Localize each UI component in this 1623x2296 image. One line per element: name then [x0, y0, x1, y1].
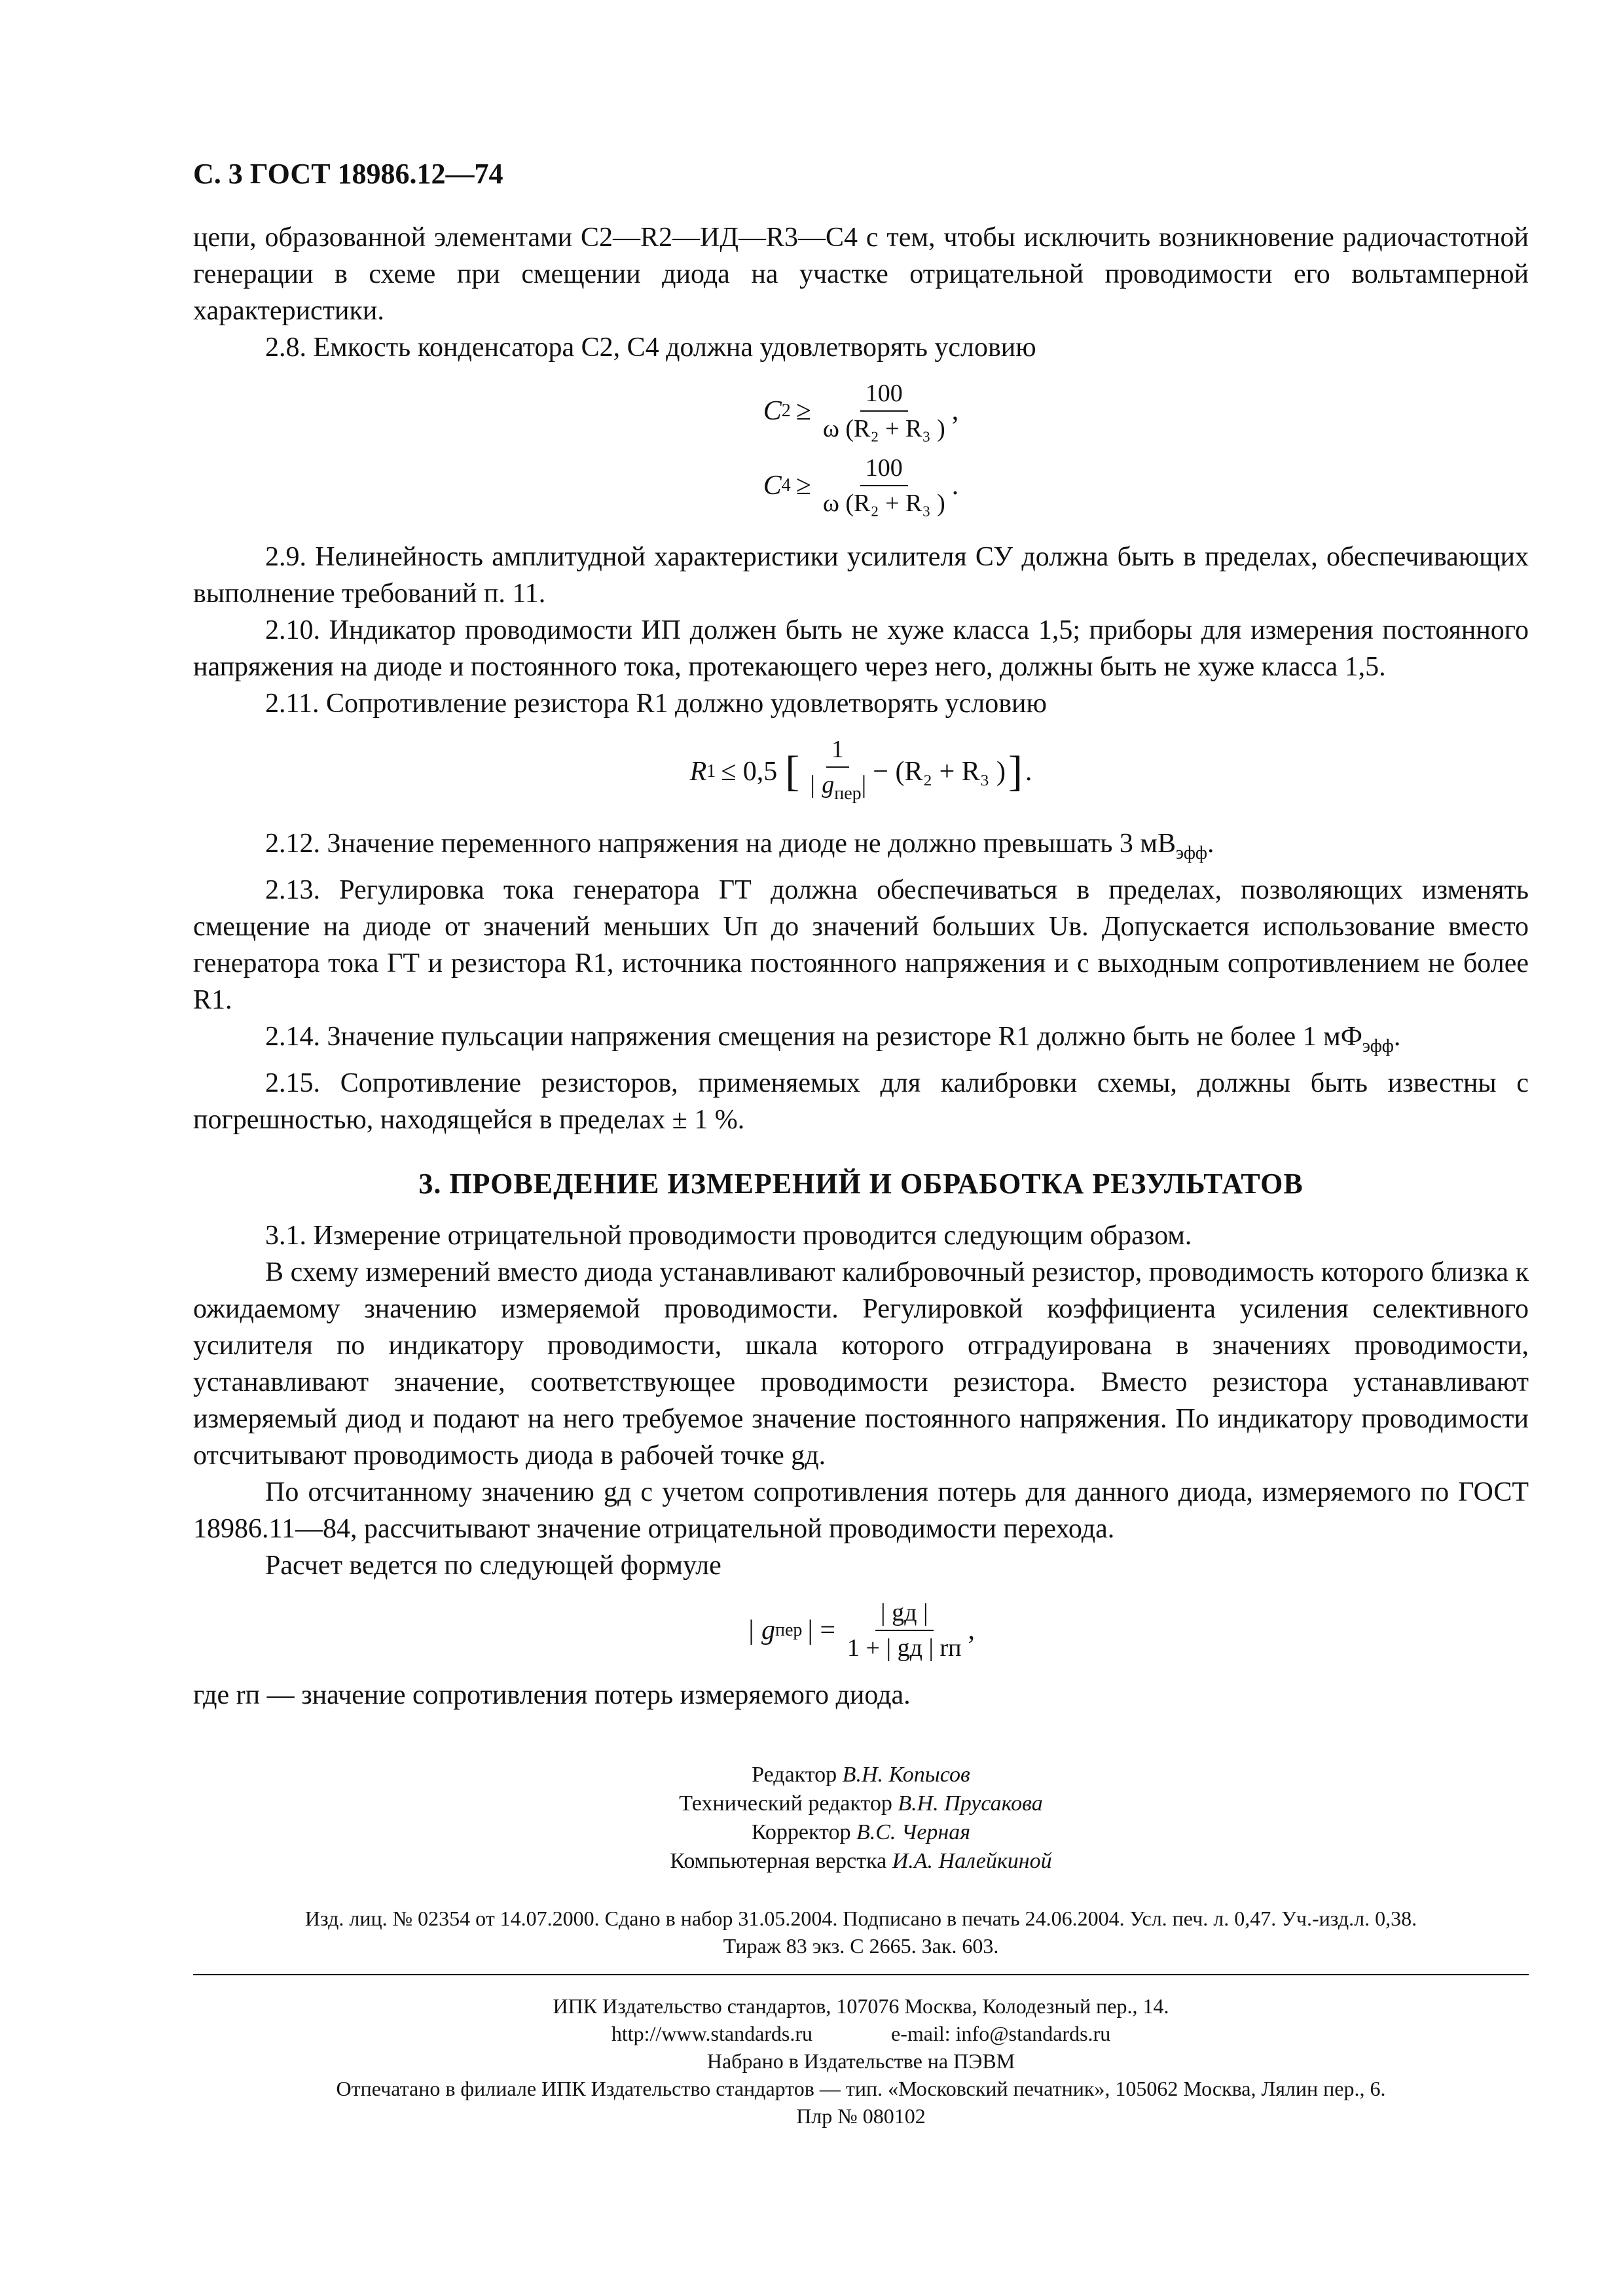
paragraph-3-1c: По отсчитанному значению gд с учетом сопротивления потерь для данного диода, измеряемого по ГОСТ 18986.11—84, рассчитывают значение отрицательной проводимости перехода. [193, 1477, 1529, 1544]
paragraph-2-12: 2.12. Значение переменного напряжения на диоде не должно превышать 3 $мВ_{эфф}$. [265, 829, 1214, 863]
paragraph-2-11: 2.11. Сопротивление резистора R1 должно удовлетворять условию [265, 689, 1047, 719]
paragraph-3-1b: В схему измерений вместо диода устанавливают калибровочный резистор, проводимость которого близка к ожидаемому значению измеряемой проводимости. Регулировкой коэффициента усиления селективного усилителя по индикатору проводимости, шкала которого отградуирована в значениях проводимости, устанавливают значение, соответствующее проводимости резистора. Вместо резистора устанавливают измеряемый диод и подают на него требуемое значение постоянного напряжения. По индикатору проводимости отсчитывают проводимость диода в рабочей точке gд. [193, 1257, 1529, 1471]
credit-editor: Редактор В.Н. Копысов [752, 1763, 970, 1787]
paragraph-2-10: 2.10. Индикатор проводимости ИП должен быть не хуже класса 1,5; приборы для измерения постоянного напряжения на диоде и постоянного тока, протекающего через него, должны быть не хуже класса 1,5. [193, 615, 1529, 682]
publisher-url-link[interactable]: http://www.standards.ru [611, 2022, 813, 2045]
formula-gper: | g пер | = $\frac{| gд |}{1 + | gд | rп}$ , [193, 1597, 1529, 1664]
credit-tech-editor: Технический редактор В.Н. Прусакова [679, 1791, 1043, 1816]
imprint-block: Изд. лиц. № 02354 от 14.07.2000. Сдано в набор 31.05.2004. Подписано в печать 24.06.2004. Усл. печ. л. 0,47. Уч.-изд.л. 0,38. Тираж 83 экз. С 2665. Зак. 603. [304, 1907, 1417, 1958]
paragraph-2-14: 2.14. Значение пульсации напряжения смещения на резисторе R1 должно быть не более 1 $мФ_{эфф}$. [265, 1022, 1401, 1056]
paragraph-intro: цепи, образованной элементами C2—R2—ИД—R3—C4 с тем, чтобы исключить возникновение радиочастотной генерации в схеме при смещении диода на участке отрицательной проводимости его вольтамперной характеристики. [193, 223, 1529, 326]
credit-corrector: Корректор В.С. Черная [751, 1820, 971, 1844]
page-header: С. 3 ГОСТ 18986.12—74 [193, 158, 503, 190]
section-3-title: 3. ПРОВЕДЕНИЕ ИЗМЕРЕНИЙ И ОБРАБОТКА РЕЗУЛЬТАТОВ [418, 1168, 1304, 1200]
divider-rule [193, 1974, 1529, 1975]
publisher-email-link[interactable]: e-mail: info@standards.ru [891, 2022, 1111, 2045]
publisher-block: ИПК Издательство стандартов, 107076 Москва, Колодезный пер., 14. http://www.standards.ru e-mail: info@standards.ru Набрано в Издательстве на ПЭВМ Отпечатано в филиале ИПК Издательство стандартов — тип. «Московский печатник», 105062 Москва, Лялин пер., 6. Плр № 080102 [336, 1994, 1386, 2128]
document-page [193, 157, 1529, 2130]
credits-block [193, 1761, 1529, 1876]
paragraph-3-1d: Расчет ведется по следующей формуле [265, 1551, 721, 1581]
credit-layout: Компьютерная верстка И.А. Налейкиной [670, 1849, 1052, 1873]
formula-c4: C 4 ≥ $\frac{100}{\text{ω (R₂ + R₃ )}}$ . [193, 452, 1529, 519]
paragraph-where: где rп — значение сопротивления потерь измеряемого диода. [193, 1680, 911, 1710]
paragraph-2-15: 2.15. Сопротивление резисторов, применяемых для калибровки схемы, должны быть известны с погрешностью, находящейся в пределах ± 1 %. [193, 1068, 1529, 1135]
paragraph-2-9: 2.9. Нелинейность амплитудной характеристики усилителя СУ должна быть в пределах, обеспечивающих выполнение требований п. 11. [193, 542, 1529, 609]
paragraph-2-13: 2.13. Регулировка тока генератора ГТ должна обеспечиваться в пределах, позволяющих изменять смещение на диоде от значений меньших Uп до значений больших Uв. Допускается использование вместо генератора тока ГТ и резистора R1, источника постоянного напряжения и с выходным сопротивлением не более R1. [193, 875, 1529, 1015]
formula-c2: C 2 ≥ $\frac{100}{\text{ω (R₂ + R₃ )}}$ , [193, 378, 1529, 444]
paragraph-2-8: 2.8. Емкость конденсатора C2, C4 должна удовлетворять условию [265, 332, 1036, 363]
formula-r1: R 1 ≤ 0,5 [ $\frac{1}{| g_{пер}|}$ − (R₂ + R₃ ) ] . [193, 734, 1529, 810]
paragraph-3-1: 3.1. Измерение отрицательной проводимости проводится следующим образом. [265, 1221, 1192, 1251]
